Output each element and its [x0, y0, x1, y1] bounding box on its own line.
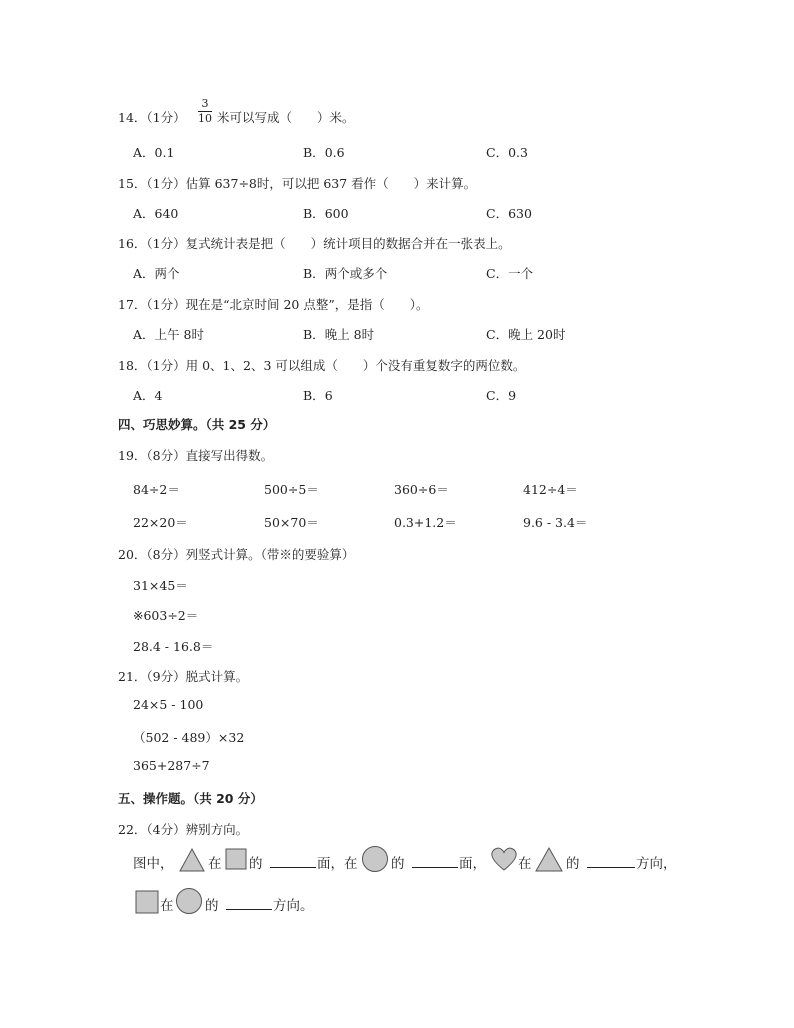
q17-option-c-letter: C． — [486, 327, 509, 342]
heart-icon — [490, 846, 518, 872]
q17-option-b-letter: B． — [303, 327, 325, 342]
q16-option-a: 两个 — [154, 266, 180, 281]
q15-option-b-letter: B． — [303, 206, 325, 221]
q18-option-c: 9 — [508, 388, 517, 403]
q16-stem: 复式统计表是把（ ）统计项目的数据合并在一张表上。 — [185, 236, 511, 251]
q15-stem: 估算 637÷8时，可以把 637 看作（ ）来计算。 — [185, 176, 477, 191]
q14-option-b: 0.6 — [324, 145, 345, 160]
q19-stem: 直接写出得数。 — [185, 448, 274, 463]
q22-line1-mian1: 面，在 — [317, 856, 358, 872]
q16-number: 16． — [118, 236, 147, 251]
q19-item-6: 50×70＝ — [264, 515, 319, 530]
section-4-title: 四、巧思妙算。（共 25 分） — [118, 417, 276, 432]
q22-line2-fangxiang: 方向。 — [273, 898, 314, 914]
q16-option-b-letter: B． — [303, 266, 325, 281]
q18-option-a-letter: A． — [133, 388, 155, 403]
q22-line1-zai: 在 — [208, 856, 222, 872]
q20-number: 20． — [118, 547, 147, 562]
q19-item-2: 500÷5＝ — [264, 482, 319, 497]
q17-option-b: 晚上 8时 — [324, 327, 375, 342]
q14-stem: 米可以写成（ ）米。 — [217, 110, 355, 125]
q14-option-a: 0.1 — [154, 145, 175, 160]
q19-item-3: 360÷6＝ — [394, 482, 449, 497]
q19-item-8: 9.6 - 3.4＝ — [523, 515, 588, 530]
q18-score: （1分） — [146, 358, 186, 373]
q22-line1-prefix: 图中， — [133, 856, 174, 872]
q17-option-a-letter: A． — [133, 327, 155, 342]
q20-item-3: 28.4 - 16.8＝ — [133, 639, 214, 654]
q22-number: 22． — [118, 822, 147, 837]
square-icon-2 — [135, 890, 159, 914]
q17-stem: 现在是“北京时间 20 点整”，是指（ ）。 — [185, 297, 429, 312]
q18-option-b-letter: B． — [303, 388, 325, 403]
q17-number: 17． — [118, 297, 147, 312]
q19-score: （8分） — [146, 448, 186, 463]
q17-option-a: 上午 8时 — [154, 327, 204, 342]
q20-item-1: 31×45＝ — [133, 578, 188, 593]
q19-item-4: 412÷4＝ — [523, 482, 578, 497]
fraction-denominator: 10 — [198, 112, 212, 125]
q18-option-c-letter: C． — [486, 388, 509, 403]
q22-score: （4分） — [146, 822, 186, 837]
q20-stem: 列竖式计算。（带※的要验算） — [185, 547, 355, 562]
q20-item-2: ※603÷2＝ — [133, 608, 199, 623]
q14-option-c-letter: C． — [486, 145, 509, 160]
fraction-numerator: 3 — [201, 97, 209, 110]
q18-stem: 用 0、1、2、3 可以组成（ ）个没有重复数字的两位数。 — [185, 358, 526, 373]
q15-option-a-letter: A． — [133, 206, 155, 221]
q14-option-b-letter: B． — [303, 145, 325, 160]
q22-line1-fangxiang: 方向， — [636, 856, 677, 872]
q22-line1-de: 的 — [249, 856, 263, 872]
circle-icon-2 — [175, 887, 203, 915]
circle-icon — [361, 845, 389, 873]
q16-score: （1分） — [146, 236, 186, 251]
q16-option-b: 两个或多个 — [324, 266, 388, 281]
q21-item-1: 24×5 - 100 — [133, 697, 204, 712]
triangle-icon — [178, 847, 206, 873]
q22-line1-de2: 的 — [391, 856, 405, 872]
section-5-title: 五、操作题。（共 20 分） — [118, 791, 263, 806]
q21-stem: 脱式计算。 — [185, 669, 249, 684]
q21-number: 21． — [118, 669, 147, 684]
triangle-icon-2 — [534, 846, 564, 873]
q14-fraction — [198, 98, 212, 125]
q14-score: （1分） — [146, 110, 186, 125]
q16-option-c-letter: C． — [486, 266, 509, 281]
answer-blank-4[interactable] — [226, 909, 272, 910]
q18-number: 18． — [118, 358, 147, 373]
q16-option-c: 一个 — [508, 266, 534, 281]
q20-score: （8分） — [146, 547, 186, 562]
q21-item-2: （502 - 489）×32 — [133, 730, 245, 745]
q18-option-a: 4 — [154, 388, 163, 403]
answer-blank-1[interactable] — [270, 867, 316, 868]
answer-blank-3[interactable] — [587, 867, 635, 868]
q15-number: 15． — [118, 176, 147, 191]
q15-option-c: 630 — [508, 206, 532, 221]
q15-option-b: 600 — [324, 206, 349, 221]
q15-option-c-letter: C． — [486, 206, 509, 221]
q22-line1-mian2: 面， — [459, 856, 486, 872]
q22-line2-zai: 在 — [160, 898, 174, 914]
q15-option-a: 640 — [154, 206, 179, 221]
q14-option-c: 0.3 — [508, 145, 528, 160]
q19-item-1: 84÷2＝ — [133, 482, 180, 497]
q22-line1-zai2: 在 — [518, 856, 532, 872]
q17-score: （1分） — [146, 297, 186, 312]
q22-stem: 辨别方向。 — [185, 822, 249, 837]
q19-number: 19． — [118, 448, 147, 463]
q18-option-b: 6 — [324, 388, 333, 403]
q14-number: 14． — [118, 110, 147, 125]
q22-line2-de: 的 — [205, 898, 219, 914]
q21-score: （9分） — [146, 669, 186, 684]
q19-item-5: 22×20＝ — [133, 515, 188, 530]
square-icon — [225, 848, 247, 870]
q15-score: （1分） — [146, 176, 186, 191]
q21-item-3: 365+287÷7 — [133, 758, 210, 773]
q16-option-a-letter: A． — [133, 266, 155, 281]
q19-item-7: 0.3+1.2＝ — [394, 515, 457, 530]
q22-line1-de3: 的 — [566, 856, 580, 872]
q14-option-a-letter: A． — [133, 145, 155, 160]
answer-blank-2[interactable] — [412, 867, 458, 868]
q17-option-c: 晚上 20时 — [508, 327, 566, 342]
